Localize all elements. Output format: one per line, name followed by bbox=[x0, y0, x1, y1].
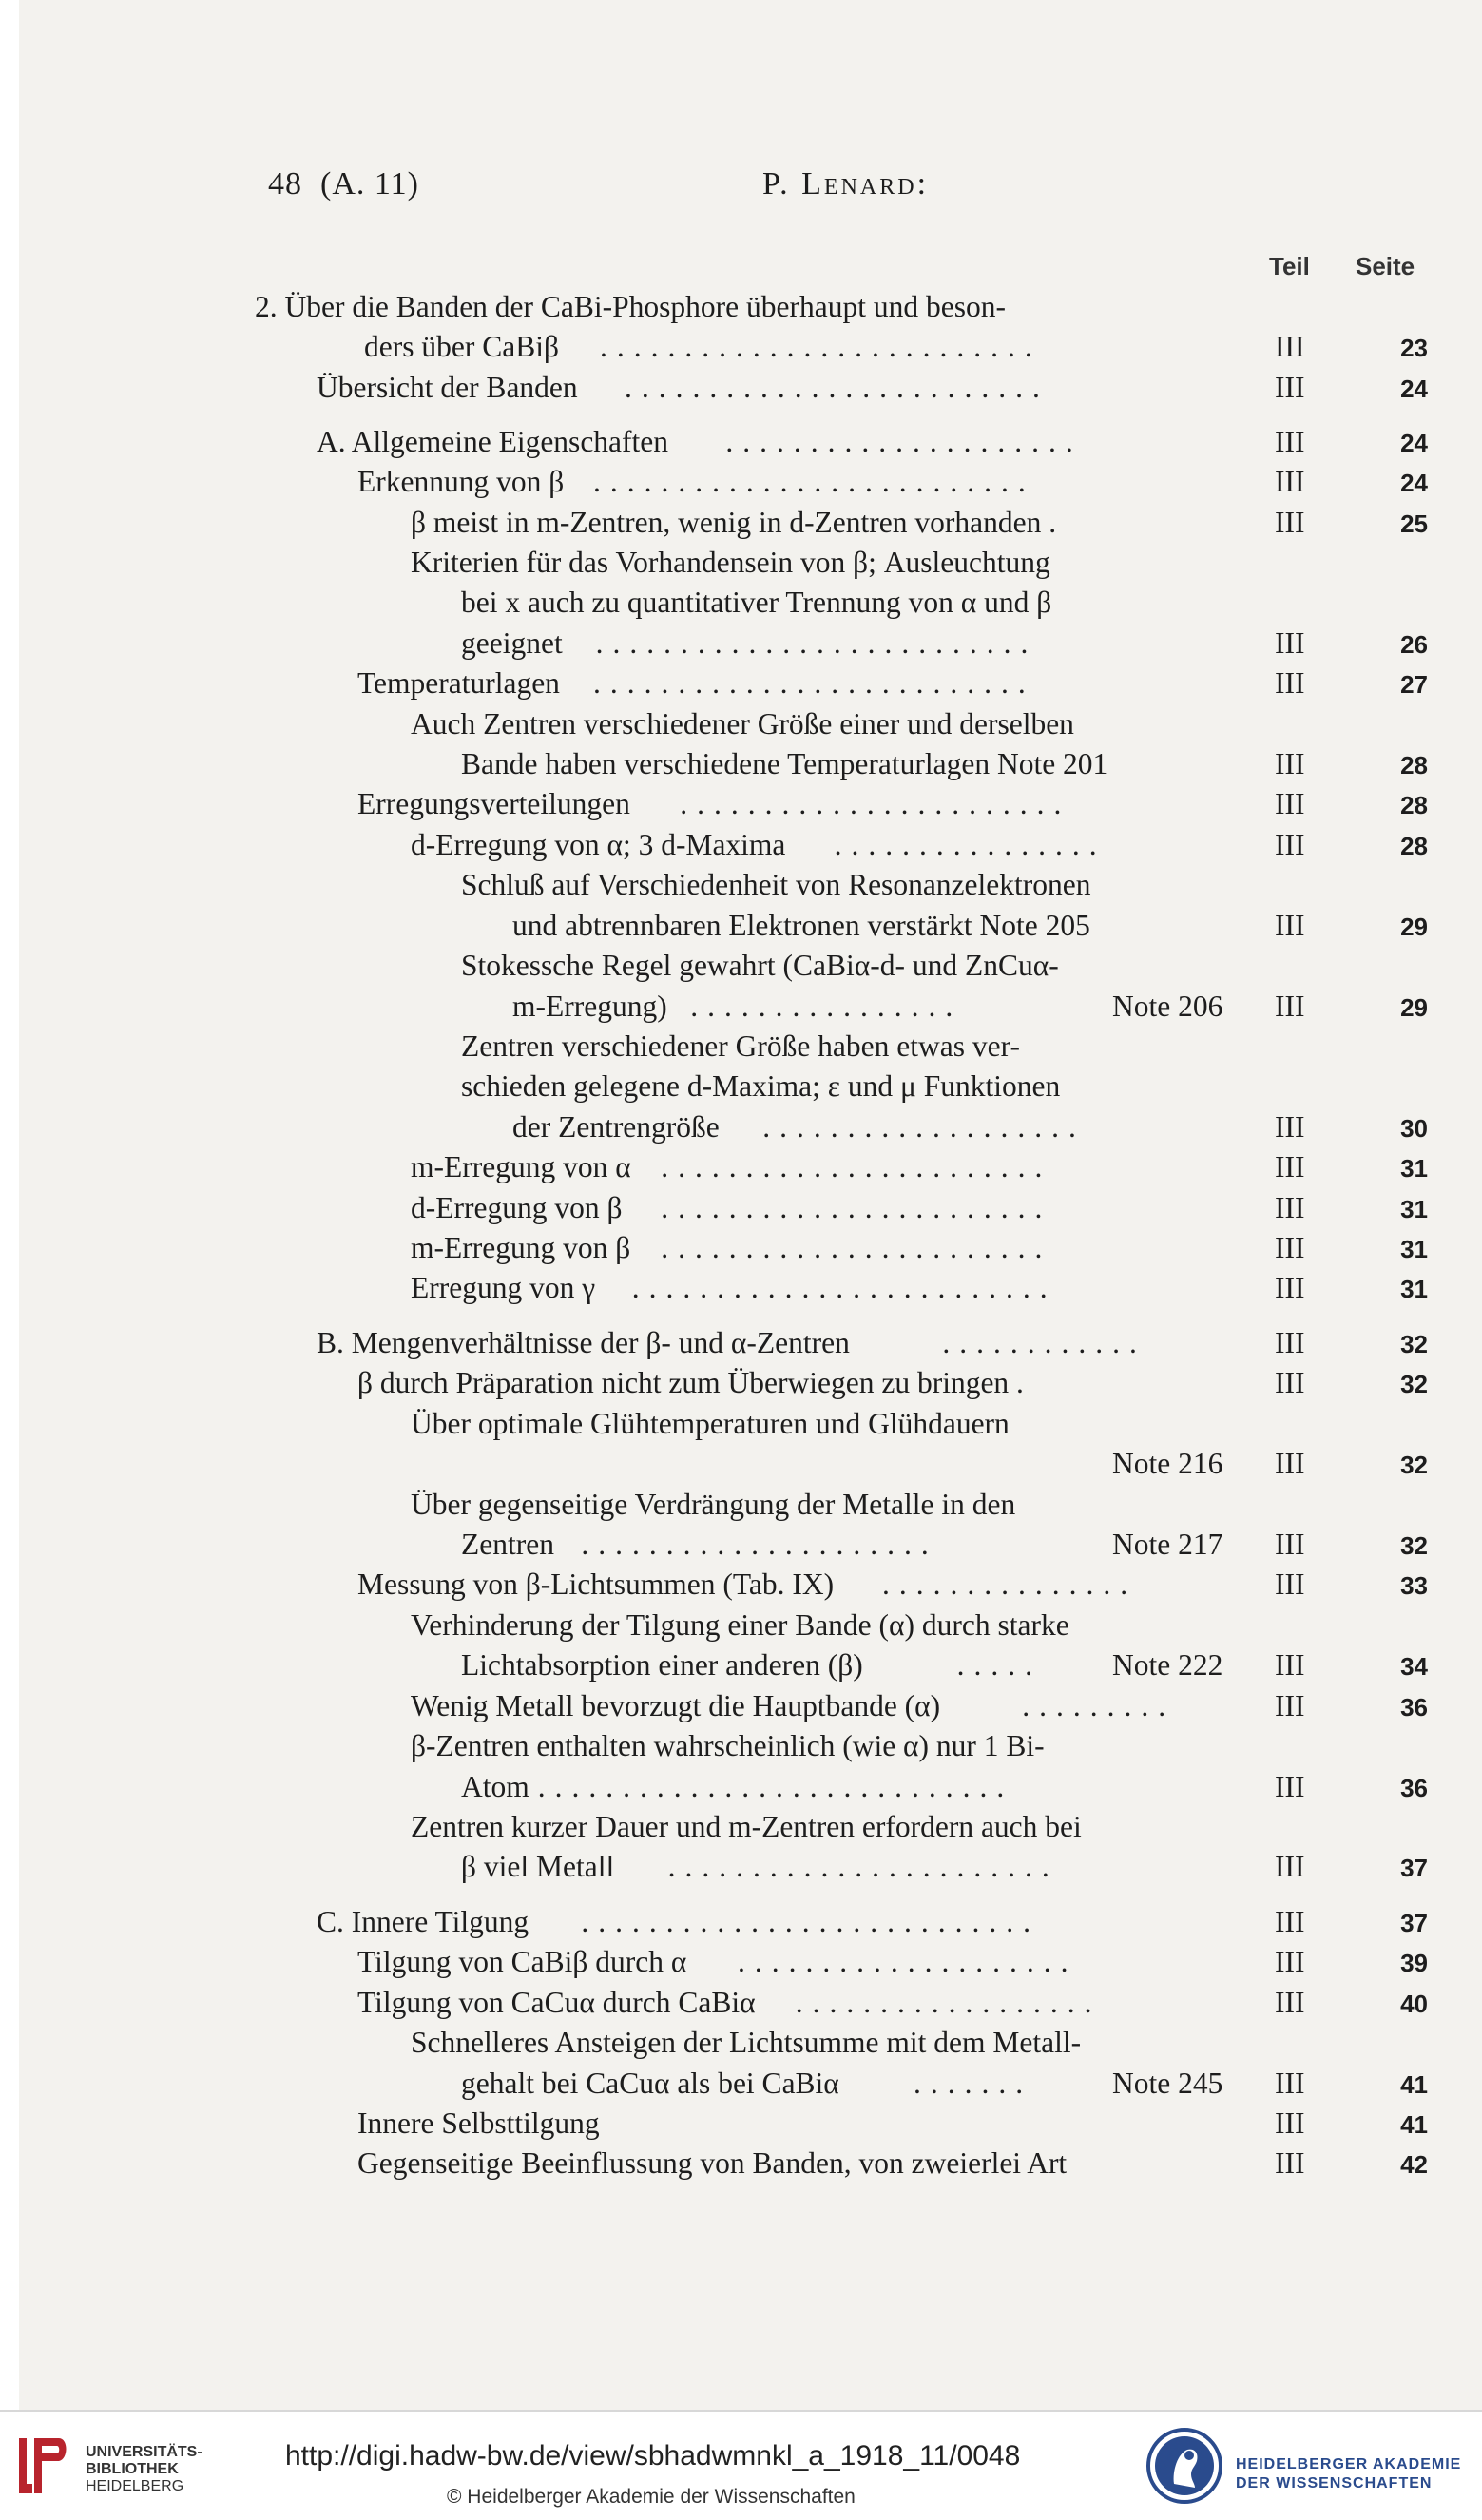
toc-entry-page: 36 bbox=[1400, 1693, 1428, 1722]
toc-entry bbox=[0, 868, 1482, 910]
toc-entry bbox=[0, 1488, 1482, 1529]
toc-entry-page: 31 bbox=[1400, 1235, 1428, 1263]
column-header-part: Teil bbox=[1269, 252, 1310, 280]
toc-entry-part: III bbox=[1275, 1770, 1305, 1803]
toc-entry-page: 34 bbox=[1400, 1652, 1428, 1681]
toc-entry-page: 31 bbox=[1400, 1195, 1428, 1223]
toc-entry-part: III bbox=[1275, 1231, 1305, 1264]
toc-entry-part: III bbox=[1275, 1986, 1305, 2019]
toc-entry-title: Tilgung von CaBiβ durch α bbox=[357, 1945, 687, 1978]
dot-leader: ....................... bbox=[661, 1150, 1052, 1183]
toc-entry bbox=[0, 990, 1482, 1031]
dot-leader: ................ bbox=[834, 828, 1107, 861]
toc-entry-page: 41 bbox=[1400, 2070, 1428, 2099]
toc-entry-part: III bbox=[1275, 2106, 1305, 2140]
toc-entry-title: Über optimale Glühtemperaturen und Glühdauern bbox=[411, 1407, 1010, 1440]
toc-entry-note: Note 206 bbox=[1112, 990, 1223, 1023]
toc-entry-part: III bbox=[1275, 506, 1305, 539]
toc-entry-title: Erregungsverteilungen bbox=[357, 787, 630, 820]
toc-entry-title: schieden gelegene d-Maxima; ε und μ Funktionen bbox=[461, 1069, 1061, 1103]
toc-entry-page: 25 bbox=[1400, 510, 1428, 538]
toc-entry-title: m-Erregung von α bbox=[411, 1150, 631, 1183]
toc-entry bbox=[0, 425, 1482, 467]
toc-entry bbox=[0, 546, 1482, 587]
toc-entry bbox=[0, 1729, 1482, 1771]
toc-entry-title: Messung von β-Lichtsummen (Tab. IX) bbox=[357, 1568, 835, 1601]
toc-entry-note: Note 245 bbox=[1112, 2067, 1223, 2100]
toc-entry-title: Schnelleres Ansteigen der Lichtsumme mit dem Metall- bbox=[411, 2026, 1082, 2059]
toc-entry-title: m-Erregung von β bbox=[411, 1231, 631, 1264]
column-header-page: Seite bbox=[1356, 252, 1415, 280]
toc-entry-title: Stokessche Regel gewahrt (CaBiα-d- und ZnCuα- bbox=[461, 949, 1059, 982]
toc-entry-title: d-Erregung von β bbox=[411, 1191, 623, 1224]
page-header bbox=[268, 166, 1409, 214]
footer-bar bbox=[0, 2410, 1482, 2520]
dot-leader: .................... bbox=[738, 1945, 1078, 1978]
header-page-ref: 48 (A. 11) bbox=[268, 166, 419, 202]
dot-leader: ..................... bbox=[725, 425, 1083, 458]
toc-entry-part: III bbox=[1275, 1648, 1305, 1682]
toc-entry-title: B. Mengenverhältnisse der β- und α-Zentren bbox=[317, 1326, 850, 1359]
toc-entry-note: Note 217 bbox=[1112, 1528, 1223, 1561]
toc-entry-page: 24 bbox=[1400, 429, 1428, 457]
dot-leader: .......................... bbox=[593, 465, 1035, 498]
dot-leader: ....... bbox=[914, 2067, 1033, 2100]
university-library-name: UNIVERSITÄTS- BIBLIOTHEK HEIDELBERG bbox=[86, 2444, 202, 2494]
toc-entry-page: 36 bbox=[1400, 1774, 1428, 1802]
toc-entry-part: III bbox=[1275, 990, 1305, 1023]
toc-entry-part: III bbox=[1275, 1905, 1305, 1938]
dot-leader: .......................... bbox=[595, 626, 1038, 660]
toc-entry bbox=[0, 747, 1482, 789]
academy-seal-logo-icon bbox=[1145, 2425, 1223, 2507]
dot-leader: ................... bbox=[762, 1110, 1086, 1144]
toc-entry-page: 33 bbox=[1400, 1571, 1428, 1600]
toc-entry bbox=[0, 1191, 1482, 1233]
dot-leader: ....................... bbox=[661, 1191, 1052, 1224]
toc-entry-page: 28 bbox=[1400, 751, 1428, 779]
toc-entry bbox=[0, 1770, 1482, 1812]
toc-entry-part: III bbox=[1275, 787, 1305, 820]
toc-entry-title: Innere Selbsttilgung bbox=[357, 2106, 600, 2140]
dot-leader: .................. bbox=[795, 1986, 1102, 2019]
toc-entry bbox=[0, 2146, 1482, 2188]
toc-entry-title: ders über CaBiβ bbox=[364, 330, 559, 363]
toc-entry-page: 31 bbox=[1400, 1275, 1428, 1303]
toc-entry bbox=[0, 1850, 1482, 1892]
toc-entry-page: 40 bbox=[1400, 1990, 1428, 2018]
toc-entry-page: 32 bbox=[1400, 1531, 1428, 1560]
dot-leader: ......................... bbox=[631, 1271, 1057, 1304]
toc-entry-part: III bbox=[1275, 1568, 1305, 1601]
dot-leader: .......................... bbox=[600, 330, 1042, 363]
toc-entry bbox=[0, 1271, 1482, 1313]
toc-entry bbox=[0, 828, 1482, 870]
toc-entry bbox=[0, 1568, 1482, 1609]
toc-entry bbox=[0, 666, 1482, 708]
toc-entry bbox=[0, 1231, 1482, 1273]
dot-leader: ............................ bbox=[537, 1770, 1014, 1803]
toc-entry-part: III bbox=[1275, 1150, 1305, 1183]
toc-entry-part: III bbox=[1275, 1528, 1305, 1561]
toc-entry-title: Auch Zentren verschiedener Größe einer und derselben bbox=[411, 707, 1074, 741]
toc-entry-title: Temperaturlagen bbox=[357, 666, 560, 700]
toc-entry-title: Gegenseitige Beeinflussung von Banden, von zweierlei Art bbox=[357, 2146, 1068, 2180]
toc-entry bbox=[0, 1905, 1482, 1947]
dot-leader: ............... bbox=[882, 1568, 1138, 1601]
toc-entry-title: Schluß auf Verschiedenheit von Resonanzelektronen bbox=[461, 868, 1091, 901]
copyright-notice: © Heidelberger Akademie der Wissenschaften bbox=[447, 2486, 856, 2508]
toc-entry bbox=[0, 2067, 1482, 2108]
toc-entry bbox=[0, 787, 1482, 829]
toc-entry bbox=[0, 2026, 1482, 2068]
toc-entry bbox=[0, 1447, 1482, 1489]
toc-entry-page: 32 bbox=[1400, 1370, 1428, 1398]
toc-entry-page: 39 bbox=[1400, 1949, 1428, 1977]
toc-entry bbox=[0, 2106, 1482, 2148]
dot-leader: ..... bbox=[956, 1648, 1042, 1682]
toc-entry-part: III bbox=[1275, 747, 1305, 780]
toc-entry-title: Zentren bbox=[461, 1528, 554, 1561]
toc-entry-page: 24 bbox=[1400, 375, 1428, 403]
toc-entry bbox=[0, 909, 1482, 951]
dot-leader: ......................... bbox=[625, 371, 1049, 404]
toc-entry-page: 29 bbox=[1400, 993, 1428, 1022]
toc-entry bbox=[0, 1528, 1482, 1569]
dot-leader: ..................... bbox=[581, 1528, 938, 1561]
toc-entry-part: III bbox=[1275, 1689, 1305, 1722]
toc-entry bbox=[0, 1407, 1482, 1449]
toc-entry-title: C. Innere Tilgung bbox=[317, 1905, 529, 1938]
toc-entry-part: III bbox=[1275, 1366, 1305, 1399]
toc-entry-note: Note 216 bbox=[1112, 1447, 1223, 1480]
toc-entry-title: A. Allgemeine Eigenschaften bbox=[317, 425, 669, 458]
toc-entry-title: β viel Metall bbox=[461, 1850, 615, 1883]
toc-entry-page: 28 bbox=[1400, 791, 1428, 819]
source-url-link[interactable]: http://digi.hadw-bw.de/view/sbhadwmnkl_a_1918_11/0048 bbox=[285, 2440, 1021, 2472]
toc-entry-title: 2. Über die Banden der CaBi-Phosphore überhaupt und beson- bbox=[255, 290, 1006, 323]
toc-entry bbox=[0, 1029, 1482, 1071]
toc-entry-title: Erkennung von β bbox=[357, 465, 565, 498]
toc-entry-part: III bbox=[1275, 371, 1305, 404]
toc-entry-title: und abtrennbaren Elektronen verstärkt Note 205 bbox=[512, 909, 1090, 942]
toc-entry bbox=[0, 1366, 1482, 1408]
toc-entry-part: III bbox=[1275, 2146, 1305, 2180]
dot-leader: ........................... bbox=[581, 1905, 1041, 1938]
toc-entry bbox=[0, 1689, 1482, 1731]
toc-entry bbox=[0, 1945, 1482, 1987]
toc-entry-page: 41 bbox=[1400, 2110, 1428, 2139]
toc-entry-page: 32 bbox=[1400, 1451, 1428, 1479]
toc-entry-title: Lichtabsorption einer anderen (β) bbox=[461, 1648, 863, 1682]
toc-entry-part: III bbox=[1275, 425, 1305, 458]
toc-entry-title: d-Erregung von α; 3 d-Maxima bbox=[411, 828, 786, 861]
toc-entry-title: m-Erregung) bbox=[512, 990, 667, 1023]
toc-entry-part: III bbox=[1275, 1447, 1305, 1480]
dot-leader: ....................... bbox=[661, 1231, 1052, 1264]
dot-leader: ............ bbox=[942, 1326, 1146, 1359]
toc-entry-title: Atom bbox=[461, 1770, 529, 1803]
toc-entry-part: III bbox=[1275, 1191, 1305, 1224]
toc-entry bbox=[0, 1110, 1482, 1152]
toc-entry-page: 31 bbox=[1400, 1154, 1428, 1183]
toc-entry-part: III bbox=[1275, 330, 1305, 363]
header-author: P. Lenard: bbox=[762, 166, 930, 202]
toc-entry-page: 24 bbox=[1400, 469, 1428, 497]
toc-entry-title: Erregung von γ bbox=[411, 1271, 596, 1304]
toc-entry-part: III bbox=[1275, 626, 1305, 660]
toc-entry bbox=[0, 1810, 1482, 1852]
dot-leader: .......................... bbox=[593, 666, 1035, 700]
toc-entry-title: gehalt bei CaCuα als bei CaBiα bbox=[461, 2067, 839, 2100]
toc-entry-page: 32 bbox=[1400, 1330, 1428, 1358]
toc-entry-part: III bbox=[1275, 465, 1305, 498]
toc-entry bbox=[0, 1986, 1482, 2028]
toc-entry-part: III bbox=[1275, 2067, 1305, 2100]
toc-entry-page: 30 bbox=[1400, 1114, 1428, 1143]
toc-entry-page: 23 bbox=[1400, 334, 1428, 362]
toc-entry bbox=[0, 949, 1482, 991]
toc-entry-part: III bbox=[1275, 1326, 1305, 1359]
toc-entry bbox=[0, 506, 1482, 548]
dot-leader: ....................... bbox=[680, 787, 1071, 820]
toc-entry bbox=[0, 330, 1482, 372]
toc-entry bbox=[0, 626, 1482, 668]
dot-leader: ................ bbox=[690, 990, 963, 1023]
toc-entry-title: Zentren verschiedener Größe haben etwas ver- bbox=[461, 1029, 1020, 1063]
toc-entry-part: III bbox=[1275, 666, 1305, 700]
toc-entry-title: Wenig Metall bevorzugt die Hauptbande (α) bbox=[411, 1689, 941, 1722]
academy-name: HEIDELBERGER AKADEMIE DER WISSENSCHAFTEN bbox=[1236, 2456, 1462, 2491]
toc-entry bbox=[0, 290, 1482, 332]
dot-leader: ....................... bbox=[667, 1850, 1059, 1883]
toc-entry-title: β-Zentren enthalten wahrscheinlich (wie α) nur 1 Bi- bbox=[411, 1729, 1045, 1762]
toc-entry-note: Note 222 bbox=[1112, 1648, 1223, 1682]
toc-entry-part: III bbox=[1275, 1945, 1305, 1978]
toc-entry-title: Über gegenseitige Verdrängung der Metalle in den bbox=[411, 1488, 1016, 1521]
toc-entry-page: 26 bbox=[1400, 630, 1428, 659]
toc-entry-title: der Zentrengröße bbox=[512, 1110, 720, 1144]
toc-entry-title: Zentren kurzer Dauer und m-Zentren erfordern auch bei bbox=[411, 1810, 1082, 1843]
toc-entry bbox=[0, 707, 1482, 749]
toc-entry-title: Tilgung von CaCuα durch CaBiα bbox=[357, 1986, 756, 2019]
toc-entry-part: III bbox=[1275, 1110, 1305, 1144]
toc-entry-part: III bbox=[1275, 909, 1305, 942]
toc-entry bbox=[0, 586, 1482, 627]
toc-entry bbox=[0, 1608, 1482, 1650]
toc-entry-page: 28 bbox=[1400, 832, 1428, 860]
toc-entry bbox=[0, 465, 1482, 507]
toc-entry-title: Verhinderung der Tilgung einer Bande (α) durch starke bbox=[411, 1608, 1069, 1642]
university-library-logo-icon bbox=[13, 2431, 72, 2499]
toc-entry-page: 37 bbox=[1400, 1909, 1428, 1937]
toc-entry-title: geeignet bbox=[461, 626, 563, 660]
toc-entry bbox=[0, 1069, 1482, 1111]
toc-entry-title: β meist in m-Zentren, wenig in d-Zentren vorhanden . bbox=[411, 506, 1057, 539]
toc-entry bbox=[0, 371, 1482, 413]
toc-entry-title: Übersicht der Banden bbox=[317, 371, 578, 404]
toc-entry-title: Bande haben verschiedene Temperaturlagen Note 201 bbox=[461, 747, 1108, 780]
toc-entry-part: III bbox=[1275, 1271, 1305, 1304]
toc-entry bbox=[0, 1648, 1482, 1690]
toc-entry bbox=[0, 1150, 1482, 1192]
toc-entry bbox=[0, 1326, 1482, 1368]
toc-entry-title: Kriterien für das Vorhandensein von β; Ausleuchtung bbox=[411, 546, 1050, 579]
toc-entry-title: β durch Präparation nicht zum Überwiegen zu bringen . bbox=[357, 1366, 1024, 1399]
dot-leader: ......... bbox=[1022, 1689, 1176, 1722]
toc-entry-page: 37 bbox=[1400, 1854, 1428, 1882]
toc-entry-page: 29 bbox=[1400, 913, 1428, 941]
toc-entry-part: III bbox=[1275, 1850, 1305, 1883]
toc-entry-title: bei x auch zu quantitativer Trennung von α und β bbox=[461, 586, 1052, 619]
toc-entry-page: 42 bbox=[1400, 2150, 1428, 2179]
toc-entry-part: III bbox=[1275, 828, 1305, 861]
toc-entry-page: 27 bbox=[1400, 670, 1428, 699]
